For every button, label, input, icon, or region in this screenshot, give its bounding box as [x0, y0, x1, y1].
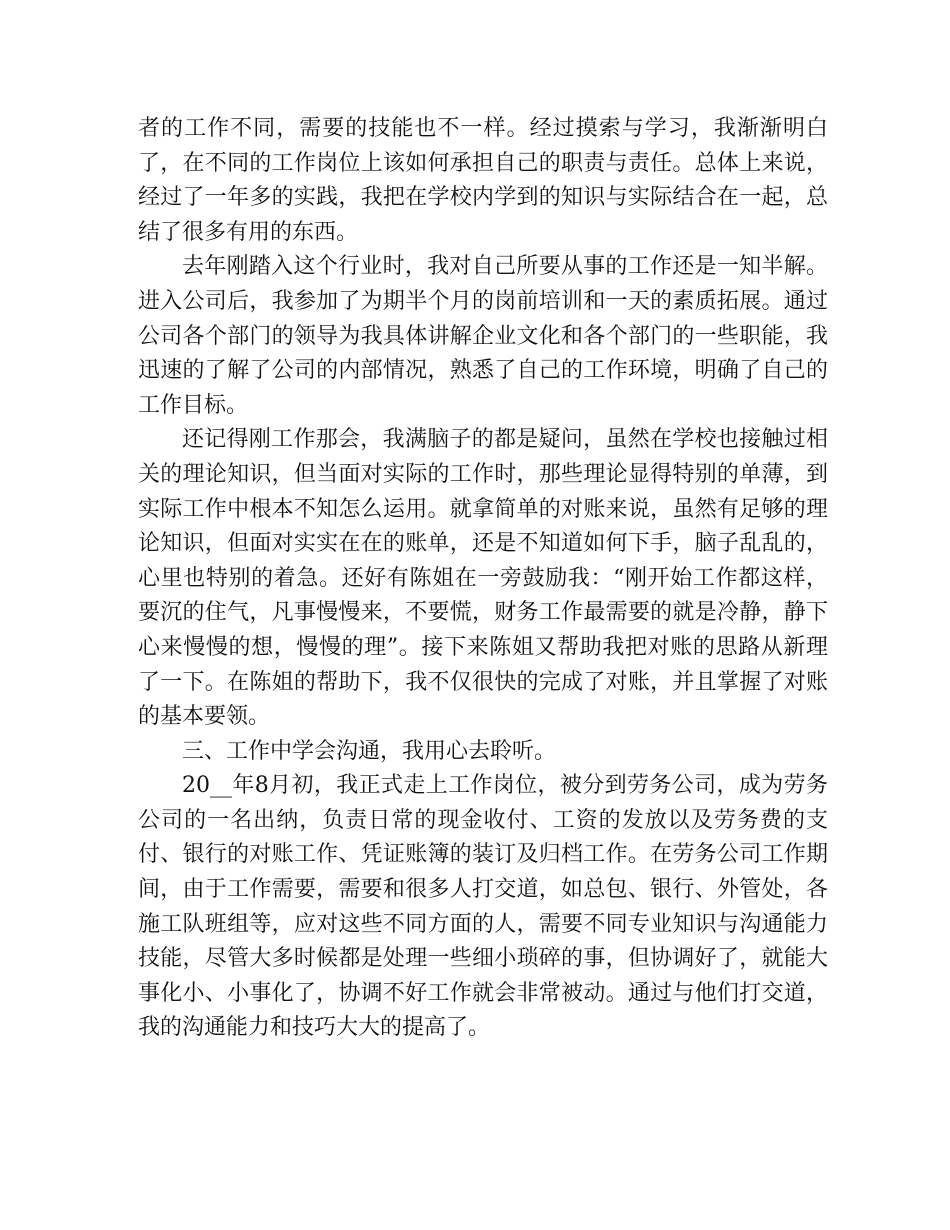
paragraph-reconciliation: 还记得刚工作那会，我满脑子的都是疑问，虽然在学校也接触过相关的理论知识，但当面对实际的工作时，那些理论显得特别的单薄，到实际工作中根本不知怎么运用。就拿简单的对账来说，虽然有足够的理论知识，但面对实实在在的账单，还是不知道如何下手，脑子乱乱的，心里也特别的着急。还好有陈姐在一旁鼓励我：“刚开始工作都这样，要沉的住气，凡事慢慢来，不要慌，财务工作最需要的就是冷静，静下心来慢慢的想，慢慢的理”。接下来陈姐又帮助我把对账的思路从新理了一下。在陈姐的帮助下，我不仅很快的完成了对账，并且掌握了对账的基本要领。	[138, 427, 828, 730]
paragraph-continuation: 者的工作不同，需要的技能也不一样。经过摸索与学习，我渐渐明白了，在不同的工作岗位上该如何承担自己的职责与责任。总体上来说，经过了一年多的实践，我把在学校内学到的知识与实际结合在一起，总结了很多有用的东西。	[138, 116, 828, 245]
document-body	[138, 112, 828, 1046]
paragraph-industry-entry: 去年刚踏入这个行业时，我对自己所要从事的工作还是一知半解。进入公司后，我参加了为期半个月的岗前培训和一天的素质拓展。通过公司各个部门的领导为我具体讲解企业文化和各个部门的一些职能，我迅速的了解了公司的内部情况，熟悉了自己的工作环境，明确了自己的工作目标。	[138, 254, 828, 418]
paragraph-labor-company: 20__年8月初，我正式走上工作岗位，被分到劳务公司，成为劳务公司的一名出纳，负责日常的现金收付、工资的发放以及劳务费的支付、银行的对账工作、凭证账簿的装订及归档工作。在劳务公司工作期间，由于工作需要，需要和很多人打交道，如总包、银行、外管处，各施工队班组等，应对这些不同方面的人，需要不同专业知识与沟通能力技能，尽管大多时候都是处理一些细小琐碎的事，但协调好了，就能大事化小、小事化了，协调不好工作就会非常被动。通过与他们打交道，我的沟通能力和技巧大大的提高了。	[138, 773, 828, 1041]
section-heading-communication: 三、工作中学会沟通，我用心去聆听。	[182, 738, 557, 764]
